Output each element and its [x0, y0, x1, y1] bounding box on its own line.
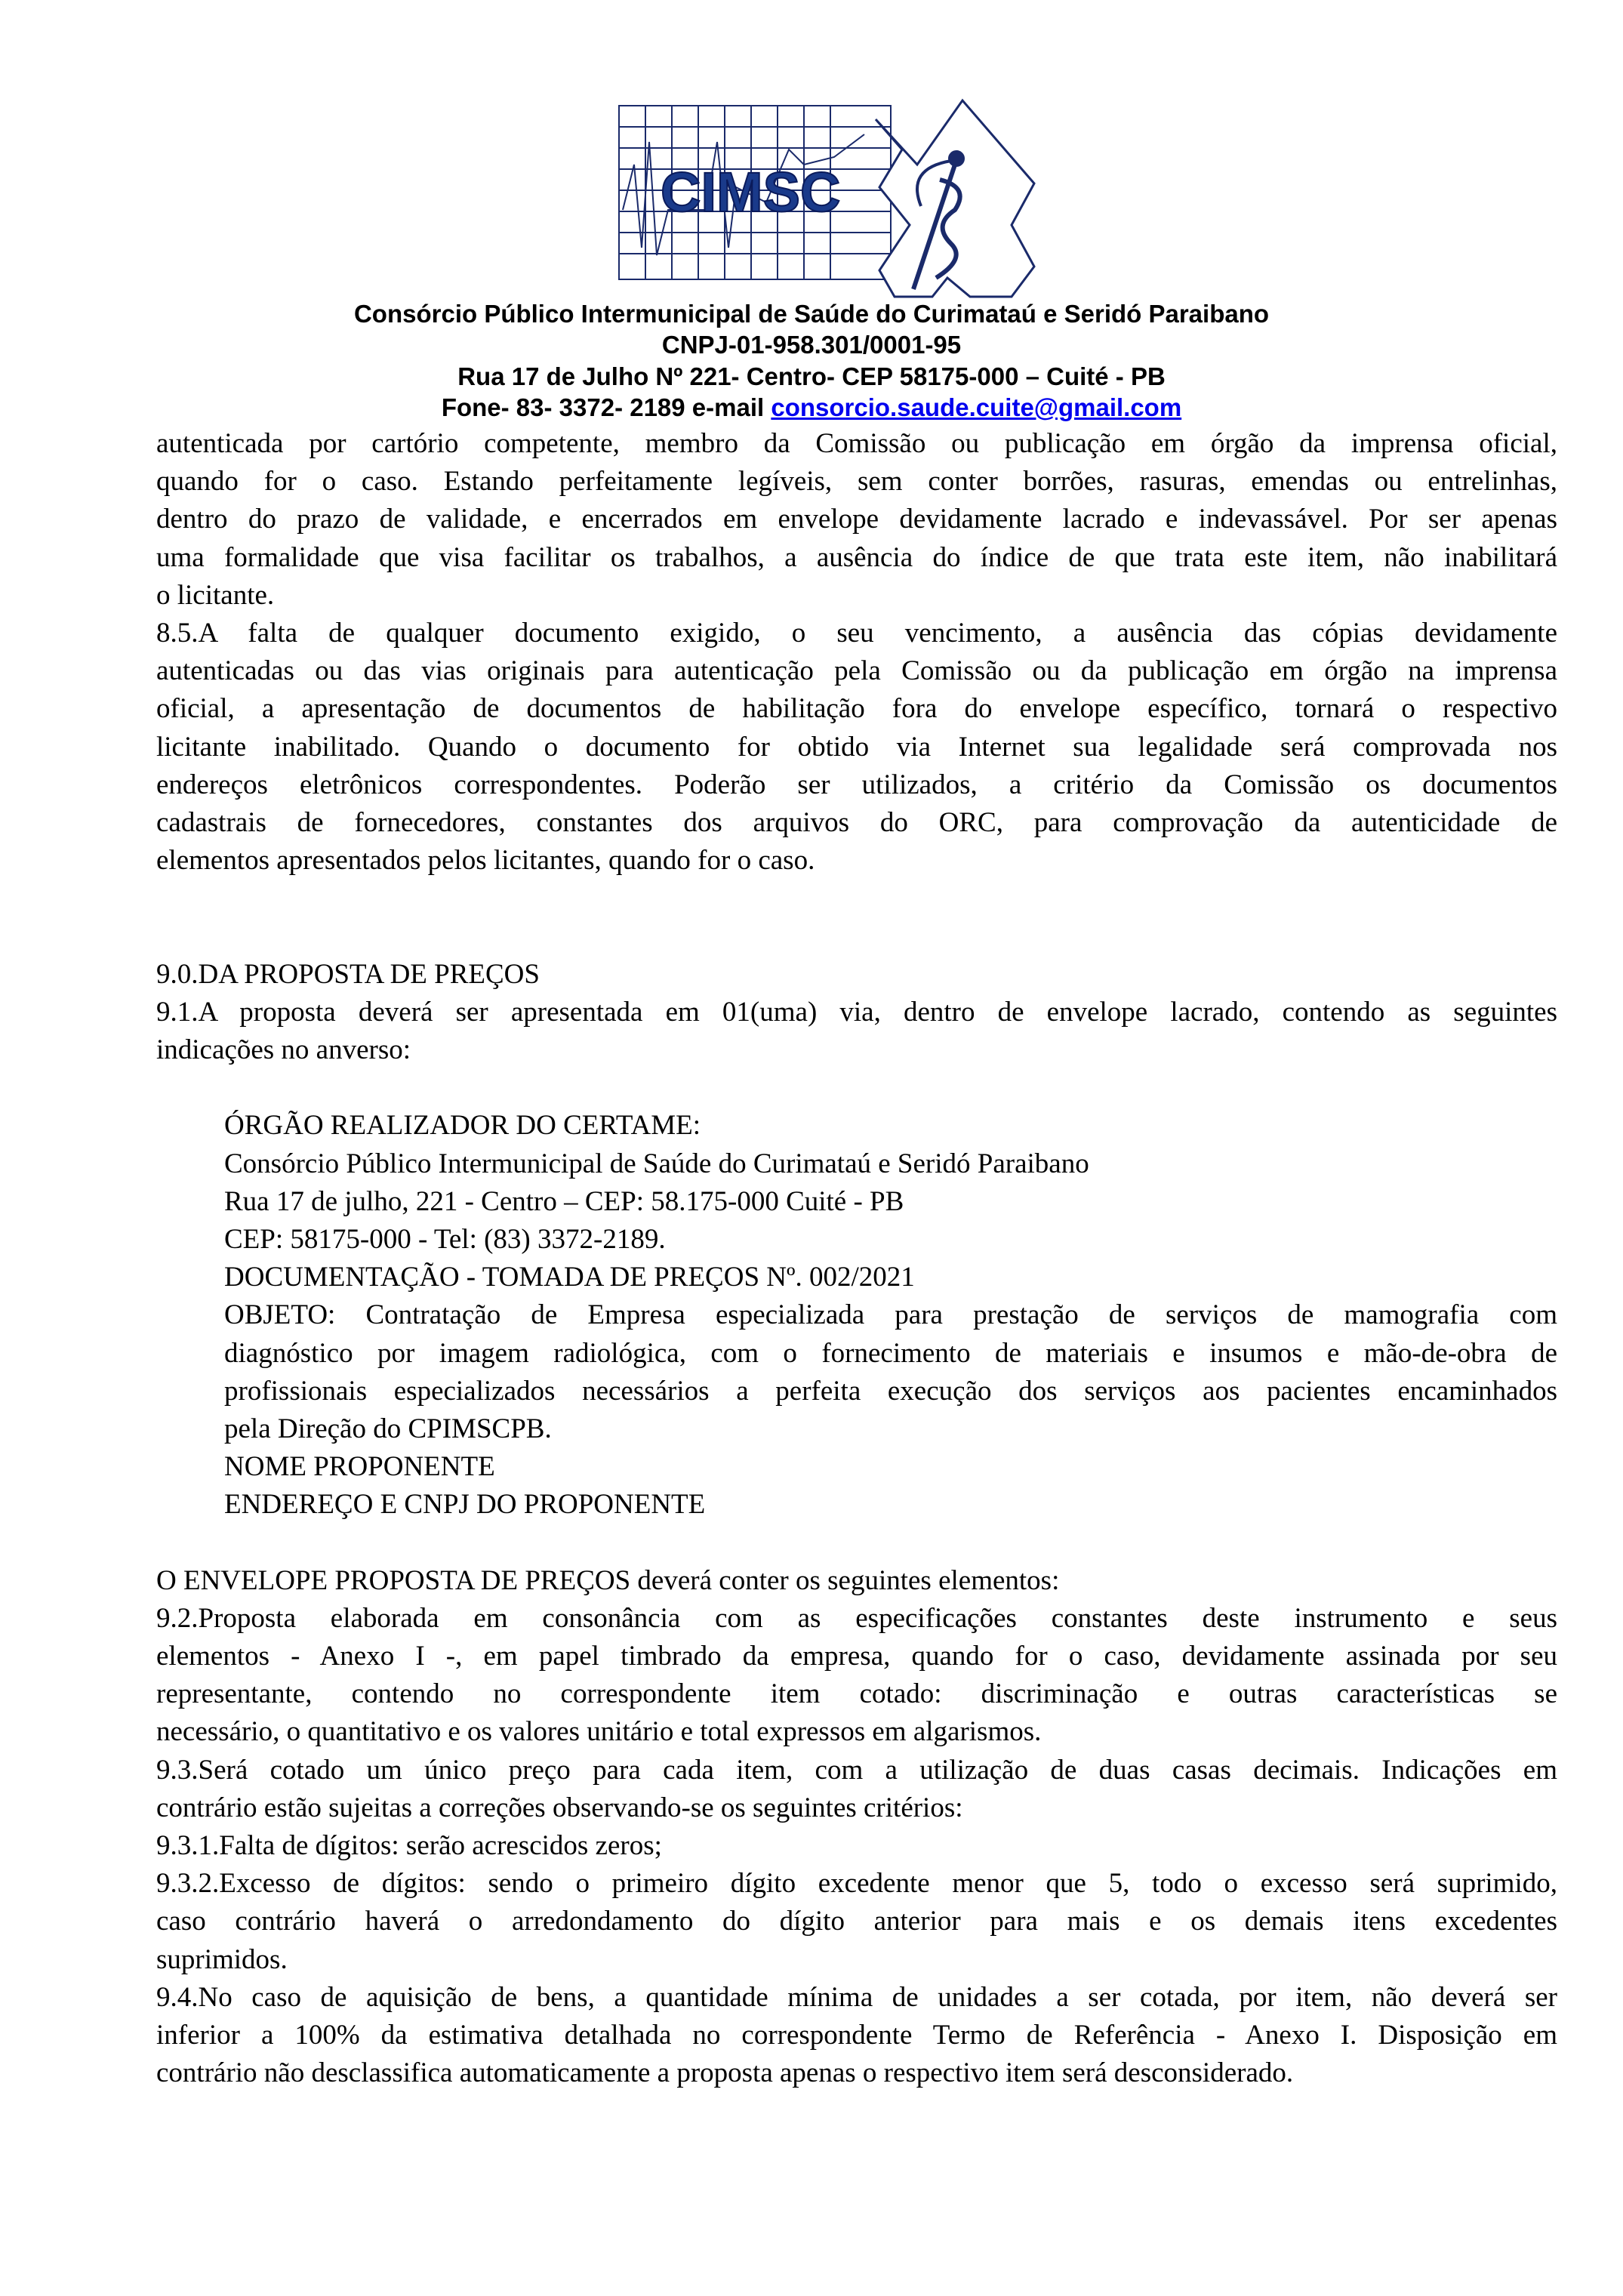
blank-line [156, 1069, 1557, 1107]
text-line: 9.2.Proposta elaborada em consonância com as especificações constantes deste instrumento e seus [156, 1602, 1557, 1634]
text-line: 9.3.1.Falta de dígitos: serão acrescidos zeros; [156, 1829, 662, 1861]
text-line: uma formalidade que visa facilitar os trabalhos, a ausência do índice de que trata este item, não inabilitará [156, 541, 1557, 573]
text-line: necessário, o quantitativo e os valores unitário e total expressos em algarismos. [156, 1716, 1042, 1748]
text-line: O ENVELOPE PROPOSTA DE PREÇOS deverá conter os seguintes elementos: [156, 1564, 1060, 1596]
text-line: representante, contendo no correspondente item cotado: discriminação e outras características se [156, 1678, 1557, 1710]
text-line: elementos apresentados pelos licitantes, quando for o caso. [156, 845, 815, 877]
logo-text: CIMSC [661, 161, 841, 223]
text-line: CEP: 58175-000 - Tel: (83) 3372-2189. [224, 1223, 666, 1255]
blank-line [156, 1524, 1557, 1561]
text-line: indicações no anverso: [156, 1034, 411, 1065]
org-cnpj: CNPJ-01-958.301/0001-95 [661, 331, 962, 359]
text-line: caso contrário haverá o arredondamento do dígito anterior para mais e os demais itens excedentes [156, 1906, 1557, 1937]
email-link[interactable]: consorcio.saude.cuite@gmail.com [771, 393, 1182, 421]
text-line: profissionais especializados necessários a perfeita execução dos serviços aos pacientes encaminhados [224, 1375, 1557, 1407]
text-line: Rua 17 de julho, 221 - Centro – CEP: 58.175-000 Cuité - PB [224, 1185, 904, 1217]
text-line: ÓRGÃO REALIZADOR DO CERTAME: [224, 1110, 701, 1142]
text-line: dentro do prazo de validade, e encerrados em envelope devidamente lacrado e indevassável. Por ser apenas [156, 504, 1557, 535]
text-line: contrário estão sujeitas a correções observando-se os seguintes critérios: [156, 1792, 963, 1823]
text-line: autenticadas ou das vias originais para autenticação pela Comissão ou da publicação em órgão na imprensa [156, 655, 1557, 687]
blank-line [156, 917, 1557, 955]
text-line: contrário não desclassifica automaticamente a proposta apenas o respectivo item será desconsiderado. [156, 2057, 1294, 2089]
text-line: OBJETO: Contratação de Empresa especializada para prestação de serviços de mamografia com [224, 1299, 1557, 1331]
org-contact [0, 393, 1623, 423]
org-name: Consórcio Público Intermunicipal de Saúde do Curimataú e Seridó Paraibano [353, 300, 1270, 328]
text-line: quando for o caso. Estando perfeitamente legíveis, sem conter borrões, rasuras, emendas ou entrelinhas, [156, 466, 1557, 498]
text-line: 9.4.No caso de aquisição de bens, a quantidade mínima de unidades a ser cotada, por item, não deverá ser [156, 1981, 1557, 2013]
text-line: diagnóstico por imagem radiológica, com o fornecimento de materiais e insumos e mão-de-obra de [224, 1337, 1557, 1369]
cross-shape-icon [876, 100, 1034, 297]
text-line: NOME PROPONENTE [224, 1451, 495, 1483]
text-line: 8.5.A falta de qualquer documento exigido, o seu vencimento, a ausência das cópias devidamente [156, 617, 1557, 649]
text-line: cadastrais de fornecedores, constantes dos arquivos do ORC, para comprovação da autenticidade de [156, 806, 1557, 838]
text-line: DOCUMENTAÇÃO - TOMADA DE PREÇOS Nº. 002/2021 [224, 1262, 915, 1293]
document-body [156, 425, 1557, 2092]
text-line: suprimidos. [156, 1943, 288, 1975]
text-line: o licitante. [156, 579, 275, 611]
cimsc-logo [615, 97, 1106, 300]
phone-label: Fone- 83- 3372- 2189 e-mail [441, 393, 765, 421]
text-line: endereços eletrônicos correspondentes. Poderão ser utilizados, a critério da Comissão os documentos [156, 769, 1557, 800]
text-line: autenticada por cartório competente, membro da Comissão ou publicação em órgão da imprensa oficial, [156, 428, 1557, 459]
blank-line [156, 880, 1557, 917]
text-line: 9.1.A proposta deverá ser apresentada em 01(uma) via, dentro de envelope lacrado, contendo as seguintes [156, 996, 1557, 1028]
text-line: 9.0.DA PROPOSTA DE PREÇOS [156, 958, 540, 990]
text-line: 9.3.Será cotado um único preço para cada item, com a utilização de duas casas decimais. Indicações em [156, 1754, 1557, 1786]
org-address: Rua 17 de Julho Nº 221- Centro- CEP 58175-000 – Cuité - PB [457, 362, 1166, 390]
text-line: inferior a 100% da estimativa detalhada no correspondente Termo de Referência - Anexo I. Disposição em [156, 2019, 1557, 2051]
text-line: oficial, a apresentação de documentos de habilitação fora do envelope específico, tornará o respectivo [156, 693, 1557, 725]
text-line: pela Direção do CPIMSCPB. [224, 1413, 552, 1444]
text-line: Consórcio Público Intermunicipal de Saúde do Curimataú e Seridó Paraibano [224, 1148, 1089, 1179]
text-line: 9.3.2.Excesso de dígitos: sendo o primeiro dígito excedente menor que 5, todo o excesso será suprimido, [156, 1868, 1557, 1900]
text-line: ENDEREÇO E CNPJ DO PROPONENTE [224, 1489, 706, 1521]
text-line: elementos - Anexo I -, em papel timbrado da empresa, quando for o caso, devidamente assinada por seu [156, 1641, 1557, 1672]
text-line: licitante inabilitado. Quando o documento for obtido via Internet sua legalidade será comprovada nos [156, 731, 1557, 763]
